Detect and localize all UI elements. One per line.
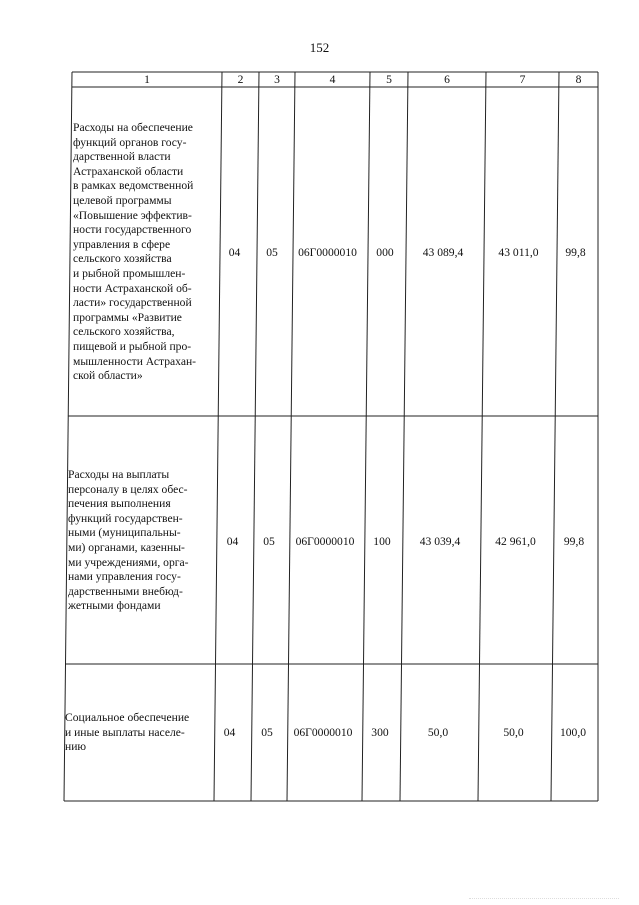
header-col-6: 6 <box>444 73 450 86</box>
header-col-7: 7 <box>519 73 526 86</box>
header-col-1: 1 <box>144 73 150 86</box>
row1-col2: 04 <box>228 246 241 259</box>
header-col-8: 8 <box>575 73 582 86</box>
row1-col4: 06Г0000010 <box>298 246 357 259</box>
row3-col5: 300 <box>371 726 389 739</box>
header-col-3: 3 <box>274 73 280 86</box>
row1-col3: 05 <box>266 246 278 259</box>
page-number: 152 <box>309 40 330 55</box>
row3-col4: 06Г0000010 <box>293 726 353 739</box>
row2-col7: 42 961,0 <box>495 535 536 548</box>
row2-description: Расходы на выплаты персоналу в целях обес- печения выполнения функций государствен- ными (муниципальны- ми) органами, казенны- ми учреждениями, орга- нами управления госу- дарственными внебюд- жетными фондами <box>68 468 189 613</box>
row3-col2: 04 <box>223 726 236 739</box>
row1-col8: 99,8 <box>565 246 586 259</box>
row2-col2: 04 <box>226 535 239 548</box>
row2-col3: 05 <box>263 535 275 548</box>
row1-col5: 000 <box>376 246 394 259</box>
row1-description: Расходы на обеспечение функций органов госу- дарственной власти Астраханской области в рамках ведомственной целевой программы «Повышение эффектив- ности государственного управления в сфере сельского хозяйства и рыбной промышлен- ности Астраханской об- ласти» государственной программы «Развитие сельского хозяйства, пищевой и рыбной про- мышленности Астрахан- ской области» <box>73 121 197 383</box>
row3-col3: 05 <box>261 726 273 739</box>
row2-col8: 99,8 <box>563 535 585 548</box>
row3-description: Социальное обеспечение и иные выплаты населе- нию <box>65 711 190 754</box>
row3-col8: 100,0 <box>559 726 587 739</box>
row3-col7: 50,0 <box>503 726 524 739</box>
row1-col7: 43 011,0 <box>498 246 539 259</box>
row2-col5: 100 <box>373 535 391 548</box>
header-col-5: 5 <box>386 73 392 86</box>
row2-col4: 06Г0000010 <box>295 535 355 548</box>
row1-col6: 43 089,4 <box>422 246 464 259</box>
row3-col6: 50,0 <box>427 726 449 739</box>
row2-col6: 43 039,4 <box>419 535 461 548</box>
header-col-4: 4 <box>329 73 336 86</box>
scan-artifact <box>469 897 619 899</box>
header-col-2: 2 <box>237 73 244 86</box>
